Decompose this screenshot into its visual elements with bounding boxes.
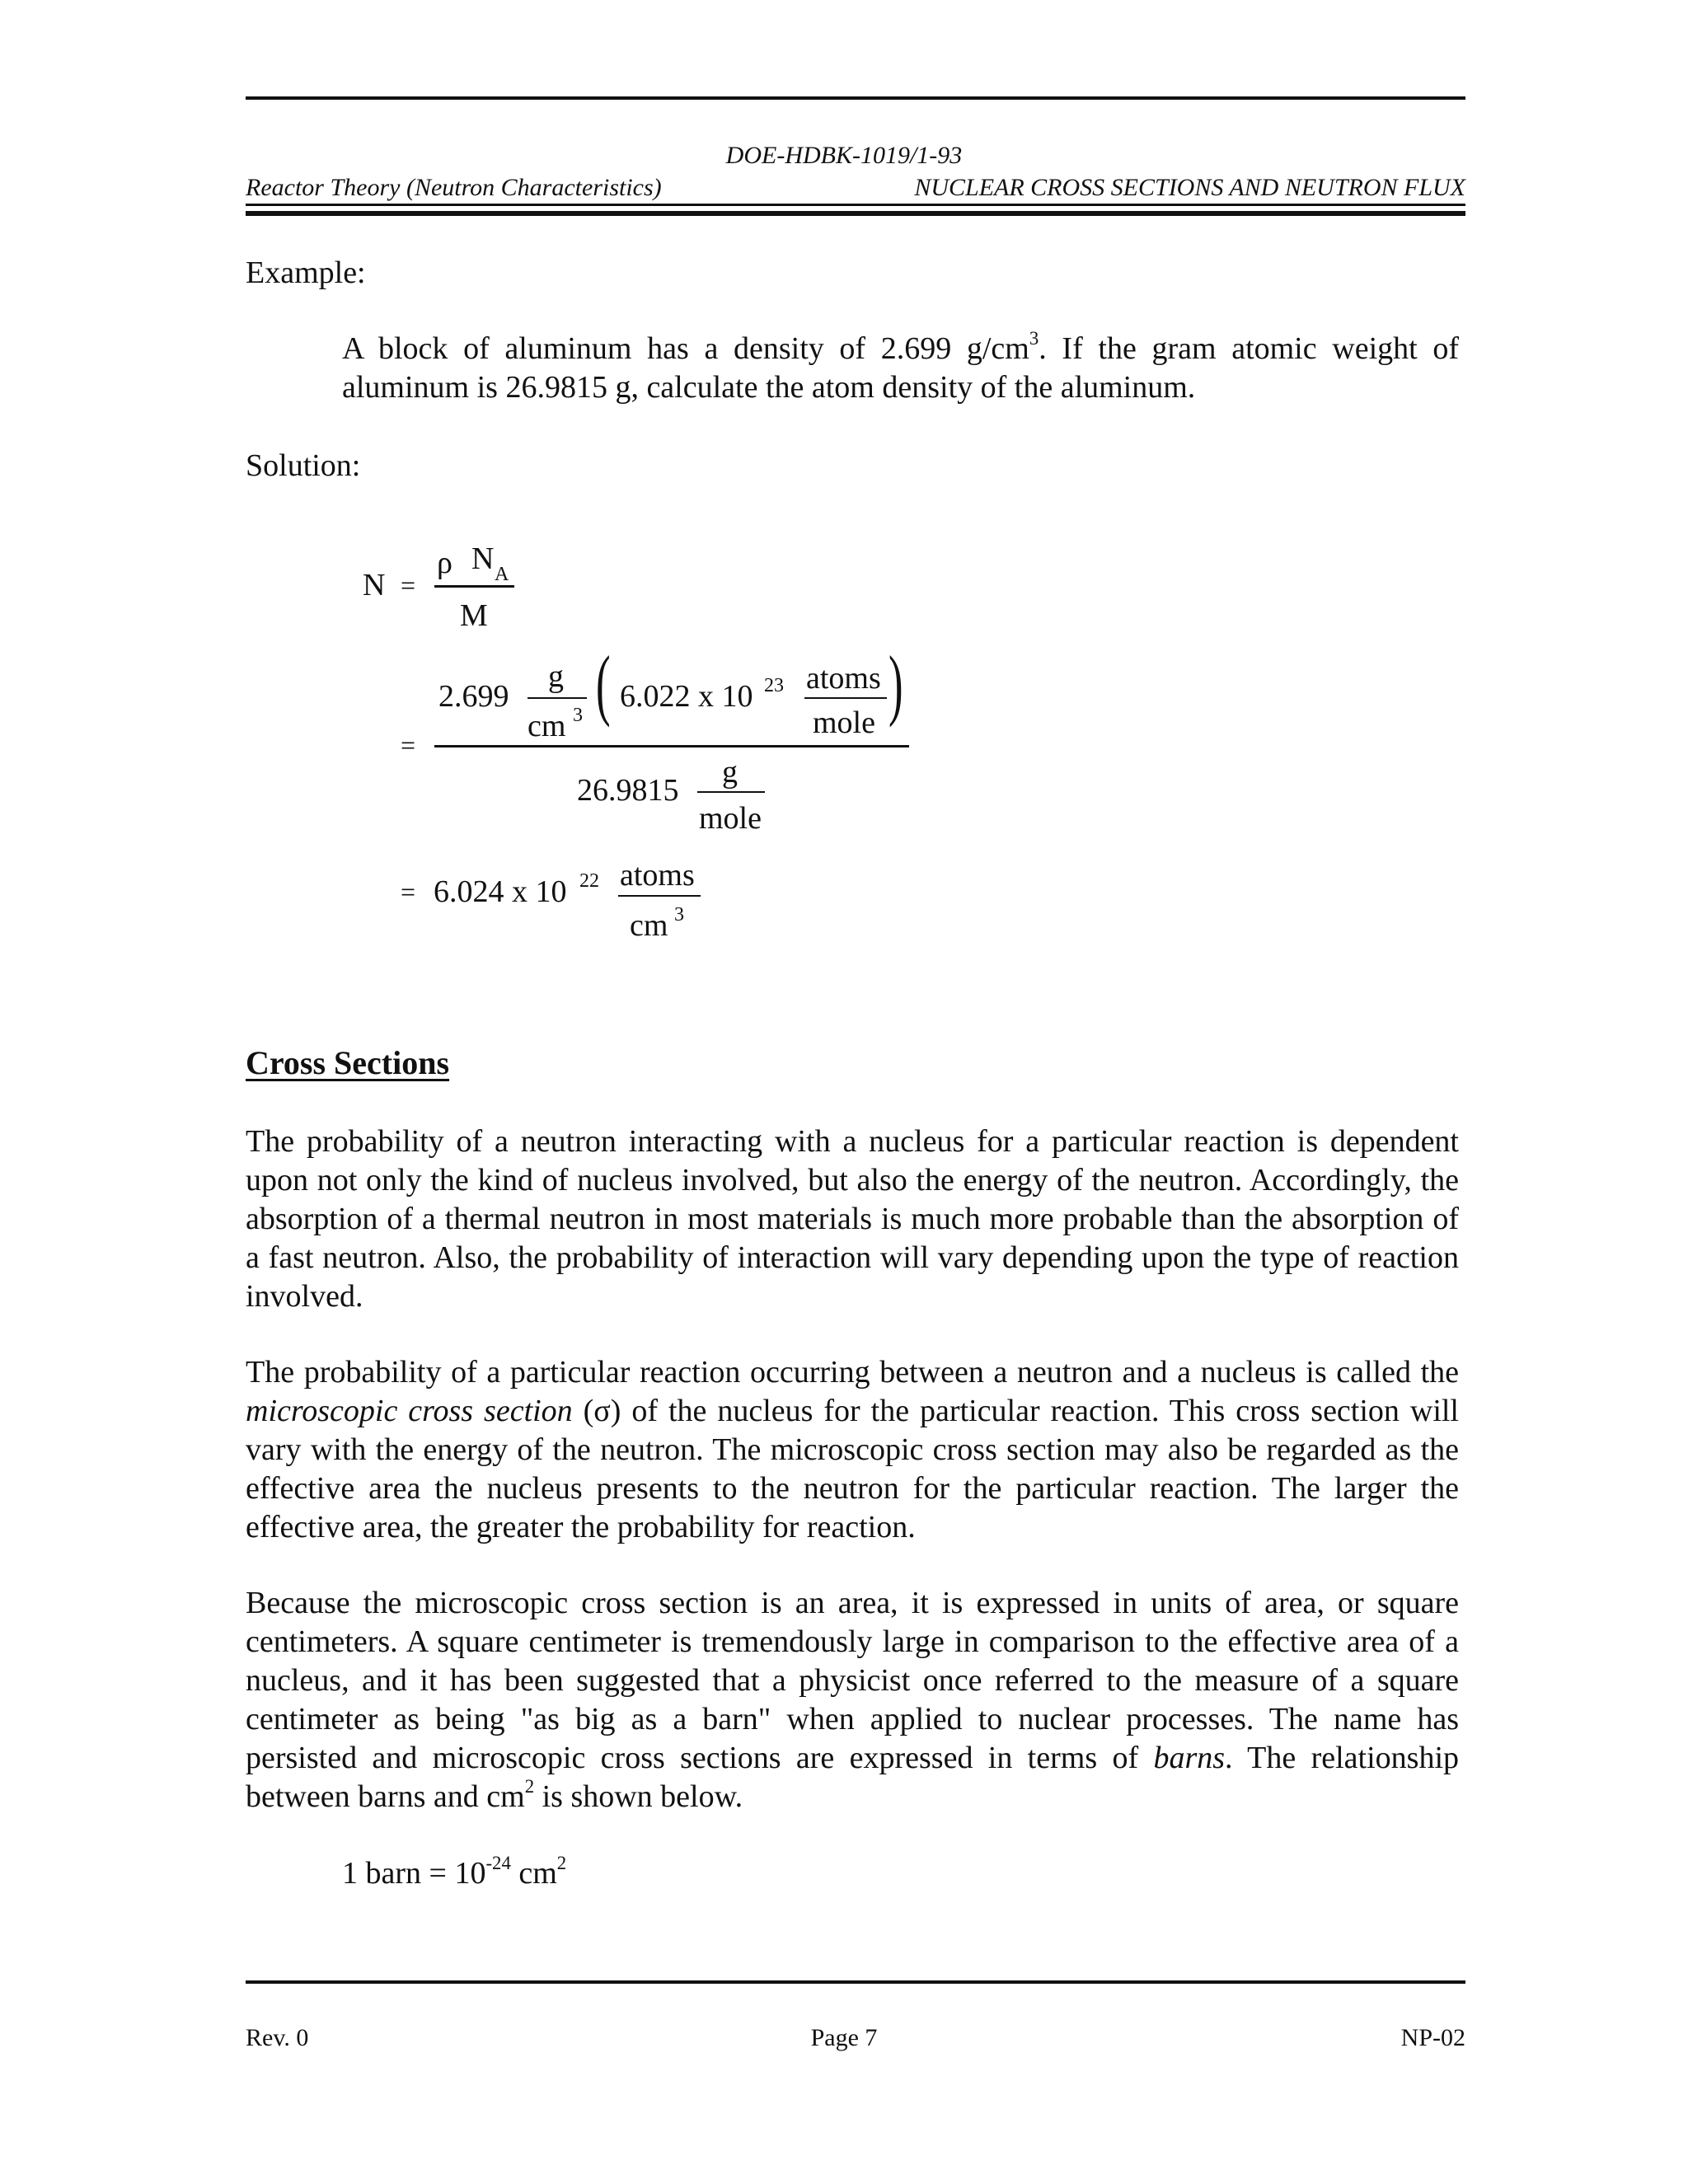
header-rule-thick: [246, 211, 1465, 216]
barn-definition: 1 barn = $10^{-24}$ $cm^2$: [342, 1852, 567, 1891]
footer-module-id: NP-02: [1400, 2024, 1465, 2051]
eq2-left-paren: (: [596, 640, 611, 728]
eq3-value: 6.024 x 10: [434, 874, 567, 909]
eq2-avogadro: 6.022 x 10: [620, 679, 753, 714]
eq1-fraction-bar: [434, 585, 514, 588]
header-left-title: Reactor Theory (Neutron Characteristics): [246, 174, 662, 201]
header-right-title: NUCLEAR CROSS SECTIONS AND NEUTRON FLUX: [914, 174, 1465, 201]
solution-label: Solution:: [246, 448, 361, 483]
eq2-atoms-mole-bar: [804, 697, 887, 699]
eq1-rho: ρ: [437, 546, 452, 580]
cross-sections-paragraph-3: Because the microscopic cross section is an area, it is expressed in units of area, or square centimeters. A square centimeter is tremendously large in comparison to the effective area of a nucleus, and it has been suggested that a physicist once referred to the measure of a square centimeter as being "as big as a barn" when applied to nuclear processes. The name has persisted and microscopic cross sections are expressed in terms of barns. The relationship between barns and $cm^2$ is shown below.: [246, 1586, 1460, 1814]
eq2-mole2: mole: [699, 801, 762, 836]
term-microscopic-cross-section: microscopic cross section: [246, 1394, 573, 1428]
eq2-g2: g: [722, 755, 738, 790]
eq2-density: 2.699: [438, 679, 509, 714]
eq3-cm-exp: 3: [674, 904, 684, 926]
eq2-g-mole-bar: [697, 791, 765, 793]
cross-sections-paragraph-1: The probability of a neutron interacting with a nucleus for a particular reaction is dependent upon not only the kind of nucleus involved, but also the energy of the neutron. Accordingly, the absorption of a thermal neutron in most materials is much more probable than the absorption of a fast neutron. Also, the probability of interaction will vary depending upon the type of reaction involved.: [246, 1124, 1459, 1314]
eq2-cm-exp: 3: [573, 705, 583, 726]
eq3-exp22: 22: [579, 870, 599, 892]
eq1-lhs: N: [363, 568, 386, 602]
eq2-exp23: 23: [764, 675, 784, 696]
eq2-main-fraction-bar: [434, 745, 909, 748]
eq2-weight: 26.9815: [577, 773, 679, 808]
eq2-mole: mole: [813, 705, 875, 740]
eq2-equals: =: [401, 730, 416, 760]
term-barns: barns: [1153, 1741, 1226, 1775]
eq3-cm: cm: [630, 908, 668, 943]
eq2-g: g: [548, 659, 564, 694]
section-heading-cross-sections: Cross Sections: [246, 1044, 450, 1081]
header-rule-thin: [246, 204, 1465, 206]
footer-rule: [246, 1980, 1465, 1984]
header-top-rule: [246, 96, 1465, 100]
eq1-n: N: [471, 541, 495, 576]
eq3-fraction-bar: [618, 895, 701, 897]
eq2-atoms: atoms: [806, 661, 881, 696]
eq1-m: M: [460, 598, 488, 633]
example-label: Example:: [246, 255, 366, 290]
example-text: A block of aluminum has a density of 2.699 $g/cm^3$. If the gram atomic weight of aluminum is 26.9815 g, calculate the atom density of the aluminum.: [342, 327, 1459, 405]
footer-revision: Rev. 0: [246, 2024, 309, 2051]
eq2-cm: cm: [528, 709, 566, 743]
eq3-atoms: atoms: [620, 858, 695, 893]
eq2-right-paren: ): [889, 640, 903, 728]
cross-sections-paragraph-2: The probability of a particular reaction occurring between a neutron and a nucleus is called the microscopic cross section (σ) of the nucleus for the particular reaction. This cross section will vary with the energy of the neutron. The microscopic cross section may also be regarded as the effective area the nucleus presents to the neutron for the particular reaction. The larger the effective area, the greater the probability for reaction.: [246, 1355, 1459, 1544]
footer-page-number: Page 7: [810, 2024, 878, 2051]
doc-id: DOE-HDBK-1019/1-93: [725, 142, 963, 169]
eq1-equals: =: [401, 570, 416, 600]
eq2-g-cm-bar: [528, 697, 587, 699]
eq3-equals: =: [401, 877, 416, 907]
eq1-a-subscript: A: [495, 564, 509, 585]
